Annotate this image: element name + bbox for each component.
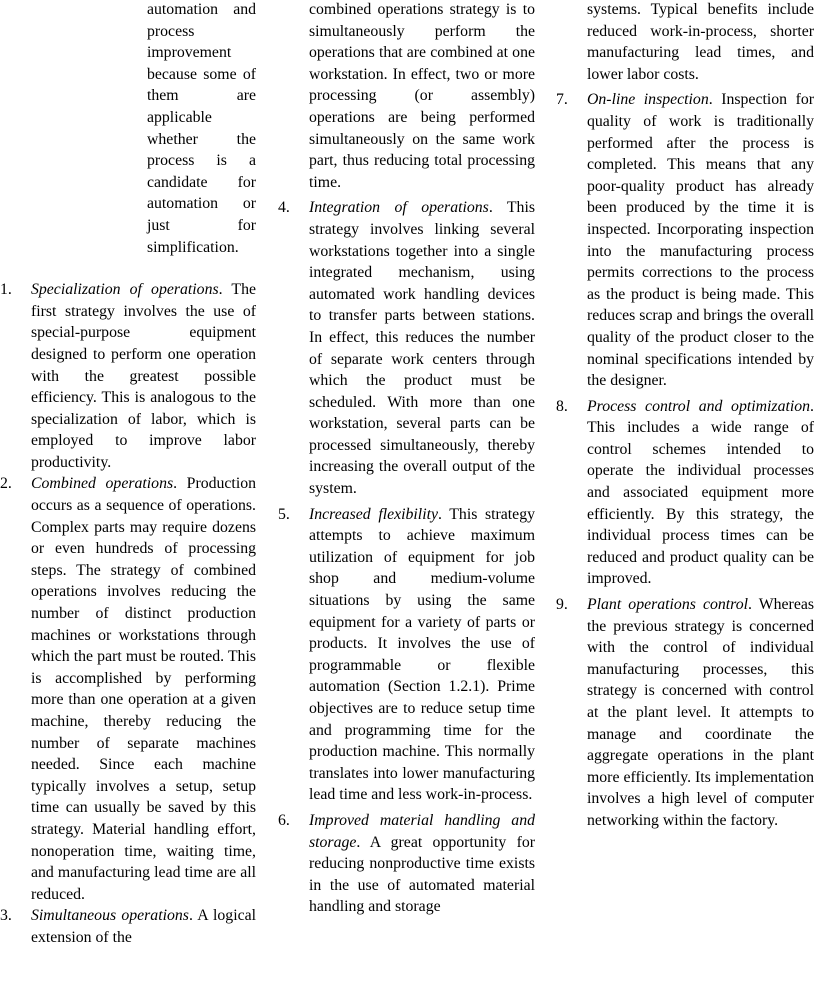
item-number: 9. [556,596,568,614]
item-title: Integration of operations [309,199,489,217]
item-number: 2. [0,475,12,493]
item-text: . A logical extension of the [31,907,256,946]
item-title: Plant operations control [587,596,748,614]
item-body [587,89,814,391]
column-3 [556,0,814,832]
item-text: . Inspection for quality of work is traditionally performed after the process is completed. This means that any poor-quality product has already been produced by the time it is inspected. Incorporating inspection into the manufacturing process permits corrections to the process as the product is being made. This reduces scrap and brings the overall quality of the product closer to the nominal specifications intended by the designer. [587,91,814,390]
item-title: Specialization of operations [31,281,219,299]
item-number: 3. [0,907,12,925]
item-title: Increased flexibility [309,505,438,523]
item-title: Improved material handling and storage [309,811,535,851]
list-item-9 [556,594,814,832]
list-item-5 [278,504,535,806]
item-text: . This includes a wide range of control schemes intended to operate the individual processes and associated equipment more efficiently. By this strategy, the individual process times can be reduced and product quality can be improved. [587,397,814,588]
item-number: 4. [278,199,290,217]
list-item-4 [278,197,535,499]
item-text: . A great opportunity for reducing nonproductive time exists in the use of automated material handling and storage [309,833,535,916]
list-item-3 [0,905,256,948]
item-body [309,810,535,918]
item-title: Process control and optimization [587,397,811,415]
item-body [587,396,814,590]
item-text: . This strategy attempts to achieve maximum utilization of equipment for job shop and medium-volume situations by using the same equipment for a variety of parts or products. It involves the use of programmable or flexible automation (Section 1.2.1). Prime objectives are to reduce setup time and programming time for the production machine. This normally translates into lower manufacturing lead time and less work-in-process. [309,505,535,804]
continuation-text: automation and process improvement because some of them are applicable whether the process is a candidate for automation or just for simplification. [147,1,256,256]
list-item-6 [278,810,535,918]
item-number: 6. [278,811,290,829]
item-number: 1. [0,281,12,299]
item-body [309,197,535,499]
item-body [587,594,814,832]
list-item-7 [556,89,814,391]
list-item-8 [556,396,814,590]
list-item-1 [0,279,256,473]
continuation-text: systems. Typical benefits include reduced work-in-process, shorter manufacturing lead times, and lower labor costs. [587,1,814,83]
item-text: . The first strategy involves the use of special-purpose equipment designed to perform one operation with the greatest possible efficiency. This is analogous to the specialization of labor, which is employed to improve labor productivity. [31,281,256,471]
column-1 [0,0,256,949]
item-body [31,905,256,948]
item-body [31,473,256,905]
column-2 [278,0,535,918]
continuation-text: combined operations strategy is to simultaneously perform the operations that are combined at one workstation. In effect, two or more processing (or assembly) operations are being performed simultaneously on the same work part, thus reducing total processing time. [309,1,535,191]
item-number: 8. [556,397,568,415]
list-item-2 [0,473,256,905]
item-title: On-line inspection [587,91,709,109]
item-number: 7. [556,91,568,109]
item-title: Combined operations [31,475,174,493]
item-text: . Whereas the previous strategy is concerned with the control of individual manufacturing processes, this strategy is concerned with control at the plant level. It attempts to manage and coordinate the aggregate operations in the plant more efficiently. Its implementation involves a high level of computer networking within the factory. [587,596,814,829]
item-text: . Production occurs as a sequence of operations. Complex parts may require dozens or even hundreds of processing steps. The strategy of combined operations involves reducing the number of distinct production machines or workstations through which the part must be routed. This is accomplished by performing more than one operation at a given machine, thereby reducing the number of separate machines needed. Since each machine typically involves a setup, setup time can usually be saved by this strategy. Material handling effort, nonoperation time, waiting time, and manufacturing lead time are all reduced. [31,475,256,903]
item-body [309,504,535,806]
item-title: Simultaneous operations [31,907,189,925]
item-body [31,279,256,473]
item-text: . This strategy involves linking several workstations together into a single integrated mechanism, using automated work handling devices to transfer parts between stations. In effect, this reduces the number of separate work centers through which the product must be scheduled. With more than one workstation, several parts can be processed simultaneously, thereby increasing the overall output of the system. [309,199,535,498]
item-number: 5. [278,505,290,523]
